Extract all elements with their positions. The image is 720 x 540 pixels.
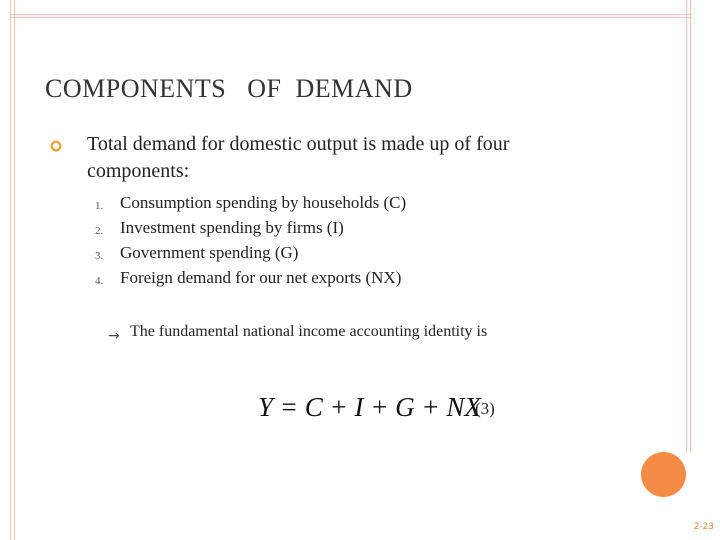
slide-title: COMPONENTS OF DEMAND — [45, 74, 413, 103]
list-number: 4. — [95, 275, 104, 287]
list-number: 3. — [95, 250, 104, 262]
page-number: 2-23 — [693, 522, 714, 532]
income-identity-equation: Y = C + I + G + NX — [258, 392, 481, 422]
identity-text: The fundamental national income accounting identity is — [130, 323, 488, 340]
right-arrow-icon: → — [108, 328, 120, 344]
frame-right-decoration — [686, 0, 691, 452]
orange-circle-decoration — [641, 452, 686, 497]
main-bullet-text: Total demand for domestic output is made up of four components: — [87, 133, 510, 182]
frame-top-decoration — [10, 14, 692, 18]
list-text: Consumption spending by households (C) — [120, 193, 407, 212]
list-text: Foreign demand for our net exports (NX) — [120, 268, 402, 287]
frame-left-decoration — [10, 0, 15, 540]
hollow-circle-bullet-icon — [50, 140, 62, 152]
equation-number: (3) — [475, 399, 495, 418]
list-text: Investment spending by firms (I) — [120, 218, 344, 237]
list-text: Government spending (G) — [120, 243, 299, 262]
list-number: 1. — [95, 200, 104, 212]
list-number: 2. — [95, 225, 104, 237]
